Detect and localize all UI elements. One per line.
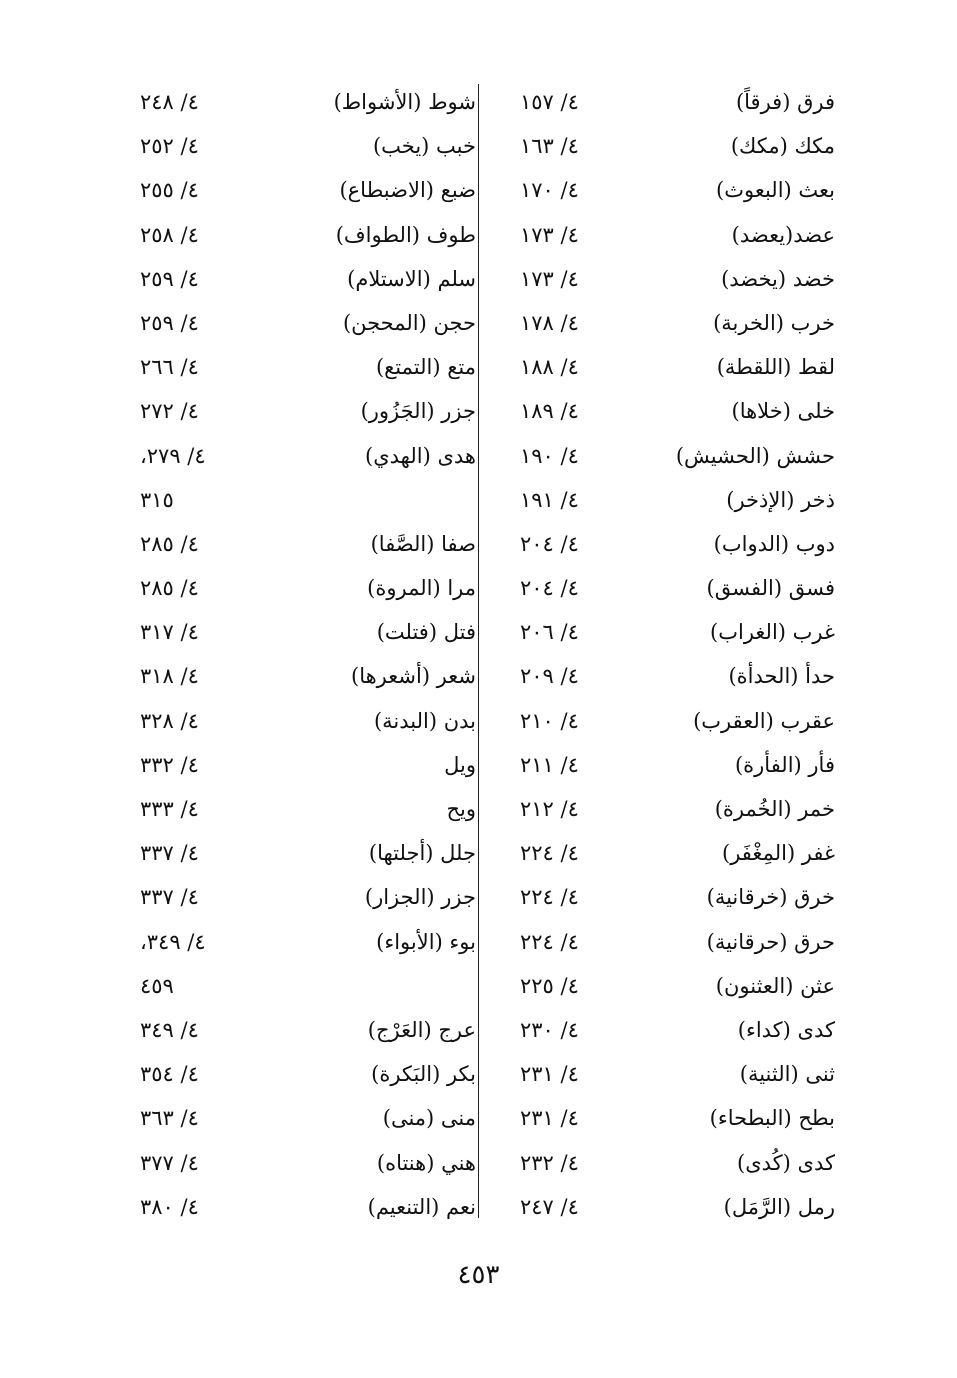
index-term: عثن (العثنون): [715, 973, 835, 998]
page-reference: ٤/ ٢١٠: [520, 708, 579, 733]
index-entry: [100, 213, 476, 257]
index-entry: [485, 213, 845, 257]
index-entry: [485, 124, 845, 168]
index-term: حدأ (الحدأة): [728, 664, 835, 689]
page-reference: ٤/ ١٥٧: [520, 90, 579, 114]
index-entry: [485, 1096, 845, 1140]
page-reference: ٤/ ٢٥٨: [140, 222, 199, 247]
page-reference: ٤/ ١٧٣: [520, 222, 579, 247]
page-reference: ٤/ ٣٣٣: [140, 797, 199, 821]
index-entry: [100, 1141, 476, 1185]
index-term: هني (هنتاه): [376, 1150, 476, 1175]
index-entry: [485, 434, 845, 478]
index-term: هدى (الهدي): [365, 443, 476, 468]
page-reference: ٤/ ٣٣٢: [140, 752, 199, 777]
page-reference: ٤/ ١٧٣: [520, 266, 579, 291]
index-term: فسق (الفسق): [706, 576, 835, 601]
index-term: فأر (الفأرة): [734, 752, 835, 777]
index-term: بدن (البدنة): [373, 708, 476, 733]
index-entry: [100, 168, 476, 212]
index-entry: [485, 654, 845, 698]
index-term: نعم (التنعيم): [367, 1194, 476, 1219]
index-term: بكر (البَكرة): [371, 1062, 476, 1087]
page-reference: ٤/ ٢١١: [520, 752, 579, 777]
index-term: صفا (الصَّفا): [370, 531, 476, 556]
index-term: حرق (حرقانية): [706, 929, 835, 954]
index-entry: [100, 1052, 476, 1096]
page-reference: ٤/ ٢٢٤: [520, 841, 579, 866]
page-reference: ٤/ ٣٥٤: [140, 1062, 199, 1087]
index-term: ضبع (الاضبطاع): [339, 178, 476, 203]
page-reference: ٤/ ١٨٩: [520, 399, 579, 424]
page-reference: ٤/ ٢٢٤: [520, 929, 579, 954]
page-reference: ٤/ ٢٤٨: [140, 90, 199, 114]
page-reference: ٣١٥: [140, 487, 174, 512]
page-reference: ٤/ ٢٦٦: [140, 355, 199, 380]
index-entry: [100, 301, 476, 345]
index-term: خمر (الخُمرة): [714, 797, 835, 821]
index-entry: [485, 345, 845, 389]
index-term: فتل (فتلت): [376, 620, 476, 645]
index-entry: [100, 434, 476, 478]
index-entry: [485, 920, 845, 964]
index-entry: [485, 566, 845, 610]
page-reference: ٤/ ٢٣١: [520, 1106, 579, 1131]
index-entry: [100, 389, 476, 433]
index-entry: [485, 1141, 845, 1185]
index-entry: [100, 80, 476, 124]
page-reference: ٤/ ١٩٠: [520, 443, 579, 468]
index-entry: [100, 478, 476, 522]
index-entry: [485, 478, 845, 522]
index-entry: [485, 1008, 845, 1052]
index-entry: [100, 654, 476, 698]
index-term: جلل (أجلتها): [368, 841, 476, 866]
page-reference: ٤/ ٢٥٥: [140, 178, 199, 203]
index-term: ويح: [446, 797, 476, 821]
index-entry: [485, 301, 845, 345]
index-entry: [485, 610, 845, 654]
page-reference: ٤/ ٣٨٠: [140, 1194, 199, 1219]
index-term: كدى (كُدى): [737, 1150, 835, 1175]
index-entry: [100, 257, 476, 301]
index-entry: [100, 610, 476, 654]
index-term: خضد (يخضد): [721, 266, 835, 291]
index-entry: [485, 257, 845, 301]
index-entry: [485, 831, 845, 875]
index-term: ذخر (الإذخر): [726, 487, 835, 512]
index-term: عقرب (العقرب): [693, 708, 835, 733]
index-term: متع (التمتع): [375, 355, 476, 380]
index-term: حشش (الحشيش): [675, 443, 835, 468]
index-entry: [100, 920, 476, 964]
index-term: خبب (يخب): [372, 134, 476, 159]
index-entry: [100, 831, 476, 875]
page-reference: ٤/ ٢٢٤: [520, 885, 579, 910]
index-term: دوب (الدواب): [713, 531, 835, 556]
page-reference: ٤/ ١٦٣: [520, 134, 579, 159]
index-entry: [100, 566, 476, 610]
index-term: غفر (المِغْفَر): [722, 841, 835, 866]
page-reference: ٤/ ٢٧٢: [140, 399, 199, 424]
page-reference: ٤/ ٣١٨: [140, 664, 199, 689]
index-term: جزر (الجَزُور): [360, 399, 476, 424]
page-reference: ٤٥٩: [140, 973, 174, 998]
left-column: [100, 80, 476, 1229]
page-reference: ٤/ ٢٠٦: [520, 620, 579, 645]
index-entry: [100, 124, 476, 168]
index-term: سلم (الاستلام): [347, 266, 476, 291]
page-reference: ٤/ ٣٧٧: [140, 1150, 199, 1175]
page-reference: ٤/ ٢٢٥: [520, 973, 579, 998]
index-entry: [485, 168, 845, 212]
page-reference: ٤/ ٣١٧: [140, 620, 199, 645]
index-entry: [100, 1185, 476, 1229]
page-reference: ٤/ ٢٣١: [520, 1062, 579, 1087]
index-term: شوط (الأشواط): [333, 90, 476, 114]
index-entry: [100, 699, 476, 743]
page-reference: ٤/ ٢٥٢: [140, 134, 199, 159]
page-reference: ٤/ ٣٣٧: [140, 841, 199, 866]
index-term: لقط (اللقطة): [716, 355, 835, 380]
index-term: ثنى (الثنية): [739, 1062, 835, 1087]
index-term: خرق (خرقانية): [706, 885, 835, 910]
index-entry: [100, 1008, 476, 1052]
index-term: بوء (الأبواء): [376, 929, 476, 954]
index-term: بطح (البطحاء): [709, 1106, 835, 1131]
index-entry: [100, 875, 476, 919]
index-term: جزر (الجزار): [364, 885, 476, 910]
right-column: [485, 80, 845, 1229]
index-entry: [485, 1052, 845, 1096]
page-reference: ٤/ ٢٥٩: [140, 310, 199, 335]
index-term: طوف (الطواف): [335, 222, 476, 247]
page-reference: ٤/ ٢٠٤: [520, 576, 579, 601]
index-term: شعر (أشعرها): [351, 664, 476, 689]
index-entry: [485, 699, 845, 743]
index-entry: [485, 875, 845, 919]
index-term: خلى (خلاها): [731, 399, 835, 424]
index-term: منى (منى): [382, 1106, 476, 1131]
page-reference: ٤/ ٣٤٩: [140, 1017, 199, 1042]
page-reference: ٤/ ٣٢٨: [140, 708, 199, 733]
index-term: مرا (المروة): [367, 576, 476, 601]
index-term: خرب (الخربة): [713, 310, 835, 335]
index-entry: [100, 743, 476, 787]
index-entry: [485, 522, 845, 566]
index-entry: [100, 522, 476, 566]
page-reference: ٤/ ١٧٨: [520, 310, 579, 335]
index-entry: [100, 1096, 476, 1140]
page-reference: ٤/ ٣٣٧: [140, 885, 199, 910]
index-entry: [485, 787, 845, 831]
index-term: بعث (البعوث): [716, 178, 835, 203]
index-term: كدى (كداء): [737, 1017, 835, 1042]
index-entry: [485, 964, 845, 1008]
page-reference: ٤/ ٢٨٥: [140, 531, 199, 556]
page-reference: ٤/ ٢٣٢: [520, 1150, 579, 1175]
column-divider: [478, 84, 479, 1218]
page-reference: ٤/ ٢٧٩،: [140, 443, 206, 468]
page-reference: ٤/ ٢٠٤: [520, 531, 579, 556]
index-entry: [485, 80, 845, 124]
page-reference: ٤/ ٢١٢: [520, 797, 579, 821]
index-entry: [100, 345, 476, 389]
index-term: عضد(يعضد): [731, 222, 835, 247]
index-term: غرب (الغراب): [710, 620, 835, 645]
page-reference: ٤/ ٣٤٩،: [140, 929, 206, 954]
page-reference: ٤/ ٢٠٩: [520, 664, 579, 689]
page-reference: ٤/ ٢٣٠: [520, 1017, 579, 1042]
index-term: ويل: [444, 752, 476, 777]
index-entry: [100, 787, 476, 831]
page-reference: ٤/ ٢٤٧: [520, 1194, 579, 1219]
index-term: مكك (مكك): [730, 134, 835, 159]
index-entry: [485, 389, 845, 433]
index-term: فرق (فرقاً): [735, 90, 835, 114]
index-entry: [100, 964, 476, 1008]
index-term: حجن (المحجن): [342, 310, 476, 335]
page-reference: ٤/ ٢٨٥: [140, 576, 199, 601]
page-reference: ٤/ ١٨٨: [520, 355, 579, 380]
page-reference: ٤/ ١٧٠: [520, 178, 579, 203]
index-entry: [485, 1185, 845, 1229]
index-term: عرج (العَرْج): [367, 1017, 476, 1042]
page-reference: ٤/ ٣٦٣: [140, 1106, 199, 1131]
index-term: رمل (الرَّمَل): [723, 1194, 835, 1219]
page-number: ٤٥٣: [457, 1260, 500, 1290]
page-reference: ٤/ ٢٥٩: [140, 266, 199, 291]
page-reference: ٤/ ١٩١: [520, 487, 579, 512]
index-entry: [485, 743, 845, 787]
